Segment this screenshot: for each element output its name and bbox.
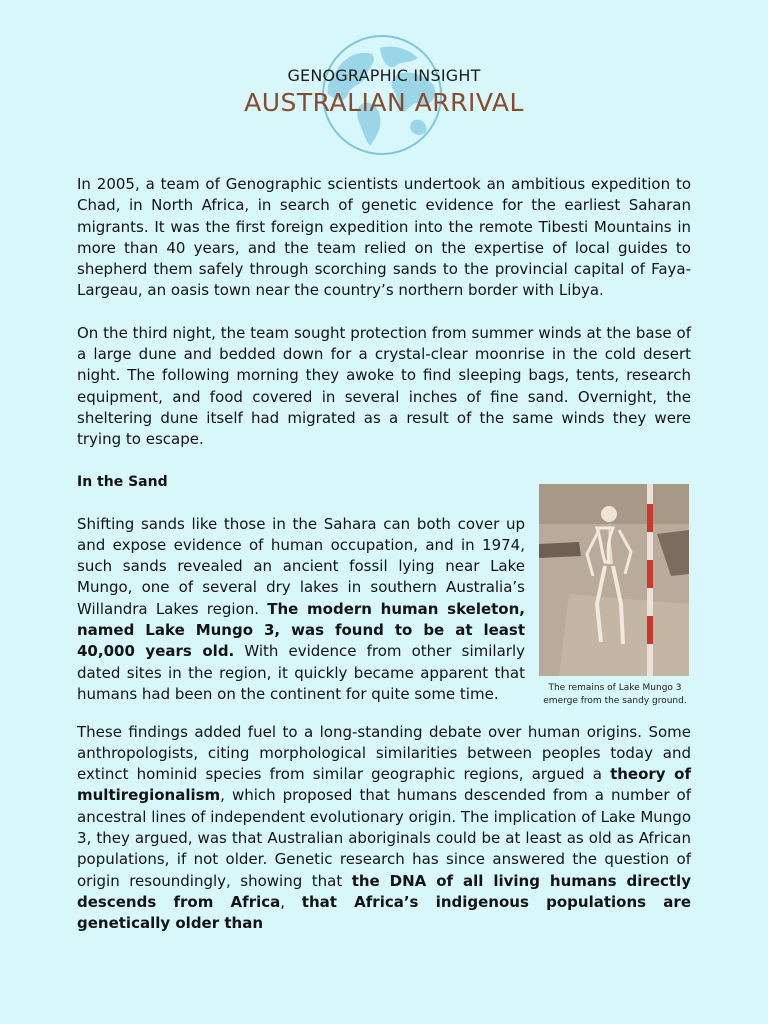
paragraph-4-bold-b: the DNA of all living humans directly descends from Africa xyxy=(77,871,691,911)
section-row xyxy=(77,514,691,708)
section-heading: In the Sand xyxy=(77,473,168,490)
paragraph-4-text-a: These findings added fuel to a long-standing debate over human origins. Some anthropologists, citing morphological similarities between peoples today and extinct hominid species from similar geographic regions, argued a xyxy=(77,722,691,784)
article-body xyxy=(77,174,691,935)
paragraph-4-bold-a: theory of multiregionalism xyxy=(77,765,691,805)
paragraph-3-text-c: With evidence from other similarly dated sites in the region, it quickly became apparent that humans had been on the continent for quite some time. xyxy=(77,642,525,703)
paragraph-3-bold: The modern human skeleton, named Lake Mungo 3, was found to be at least 40,000 years old. xyxy=(77,599,525,661)
paragraph-3-text-a: Shifting sands like those in the Sahara can both cover up and expose evidence of human occupation, and in 1974, such sands revealed an ancient fossil lying near Lake Mungo, one of several dry lakes in southern Australia’s Willandra Lakes region. xyxy=(77,514,525,618)
paragraph-3 xyxy=(77,514,525,708)
paragraph-4-bold-c: that Africa’s indigenous populations are genetically older than xyxy=(77,892,691,933)
kicker-text: GENOGRAPHIC INSIGHT xyxy=(287,66,481,85)
paragraph-4-text-c: , which proposed that humans descended from a number of ancestral lines of independent evolutionary origin. The implication of Lake Mungo 3, they argued, was that Australian aboriginals could be at least as old as African populations, if not older. Genetic research has since answered the question of origin resoundingly, showing that xyxy=(77,786,691,890)
page-title: AUSTRALIAN ARRIVAL xyxy=(244,88,524,117)
paragraph-4-text-e: , xyxy=(280,892,302,911)
page-header xyxy=(0,30,768,160)
figure xyxy=(539,484,691,708)
paragraph-4 xyxy=(77,722,691,935)
paragraph-2: On the third night, the team sought protection from summer winds at the base of a large dune and bedded down for a crystal-clear moonrise in the cold desert night. The following morning they awoke to find sleeping bags, tents, research equipment, and food covered in several inches of fine sand. Overnight, the sheltering dune itself had migrated as a result of the same winds they were trying to escape. xyxy=(77,323,691,449)
paragraph-1: In 2005, a team of Genographic scientists undertook an ambitious expedition to Chad, in North Africa, in search of genetic evidence for the earliest Saharan migrants. It was the first foreign expedition into the remote Tibesti Mountains in more than 40 years, and the team relied on the expertise of local guides to shepherd them safely through scorching sands to the provincial capital of Faya-Largeau, an oasis town near the country’s northern border with Libya. xyxy=(77,175,691,300)
skeleton-photo xyxy=(539,484,689,676)
figure-caption: The remains of Lake Mungo 3 emerge from the sandy ground. xyxy=(543,682,687,706)
